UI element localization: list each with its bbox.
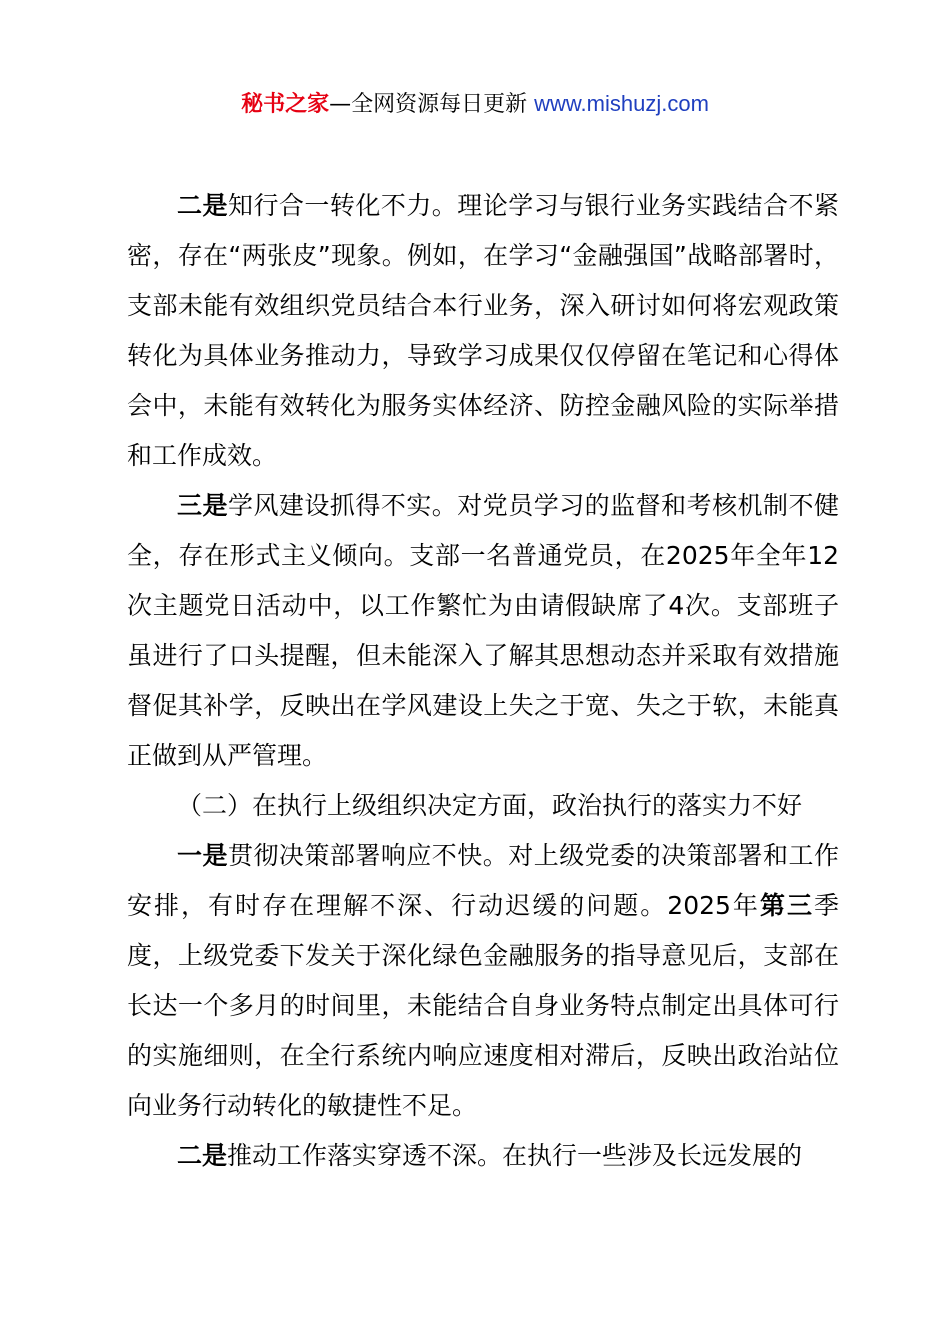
section-heading <box>127 781 839 831</box>
paragraph-lead: 二是 <box>177 1141 228 1170</box>
brand-name: 秘书之家 <box>241 92 330 117</box>
paragraph-text-continued: 季度，上级党委下发关于深化绿色金融服务的指导意见后，支部在长达一个多月的时间里，未能结合自身业务特点制定出具体可行的实施细则，在全行系统内响应速度相对滞后，反映出政治站位向业务行动转化的敏捷性不足。 <box>127 891 839 1120</box>
paragraph-two-knowledge-action <box>127 181 839 481</box>
paragraph-two-implementation <box>127 1131 839 1181</box>
document-body <box>127 181 839 1181</box>
paragraph-one-response <box>127 831 839 1131</box>
site-url[interactable]: www.mishuzj.com <box>534 91 709 116</box>
paragraph-lead: 二是 <box>177 191 228 220</box>
header-tagline: —全网资源每日更新 <box>329 92 535 117</box>
paragraph-text: 知行合一转化不力。理论学习与银行业务实践结合不紧密，存在“两张皮”现象。例如，在学习“金融强国”战略部署时，支部未能有效组织党员结合本行业务，深入研讨如何将宏观政策转化为具体业务推动力，导致学习成果仅仅停留在笔记和心得体会中，未能有效转化为服务实体经济、防控金融风险的实际举措和工作成效。 <box>127 191 839 470</box>
section-heading-text: （二）在执行上级组织决定方面，政治执行的落实力不好 <box>177 791 803 820</box>
paragraph-lead: 一是 <box>177 841 228 870</box>
paragraph-text: 推动工作落实穿透不深。在执行一些涉及长远发展的 <box>227 1141 803 1170</box>
paragraph-three-study-style <box>127 481 839 781</box>
paragraph-text: 贯彻决策部署响应不快。对上级党委的决策部署和工作安排，有时存在理解不深、行动迟缓的问题。2025年 <box>127 841 839 920</box>
paragraph-text: 学风建设抓得不实。对党员学习的监督和考核机制不健全，存在形式主义倾向。支部一名普通党员，在2025年全年12次主题党日活动中，以工作繁忙为由请假缺席了4次。支部班子虽进行了口头提醒，但未能深入了解其思想动态并采取有效措施督促其补学，反映出在学风建设上失之于宽、失之于软，未能真正做到从严管理。 <box>127 491 839 770</box>
paragraph-bold-inline: 第三 <box>759 891 814 920</box>
paragraph-lead: 三是 <box>177 491 228 520</box>
page-header <box>0 88 950 121</box>
